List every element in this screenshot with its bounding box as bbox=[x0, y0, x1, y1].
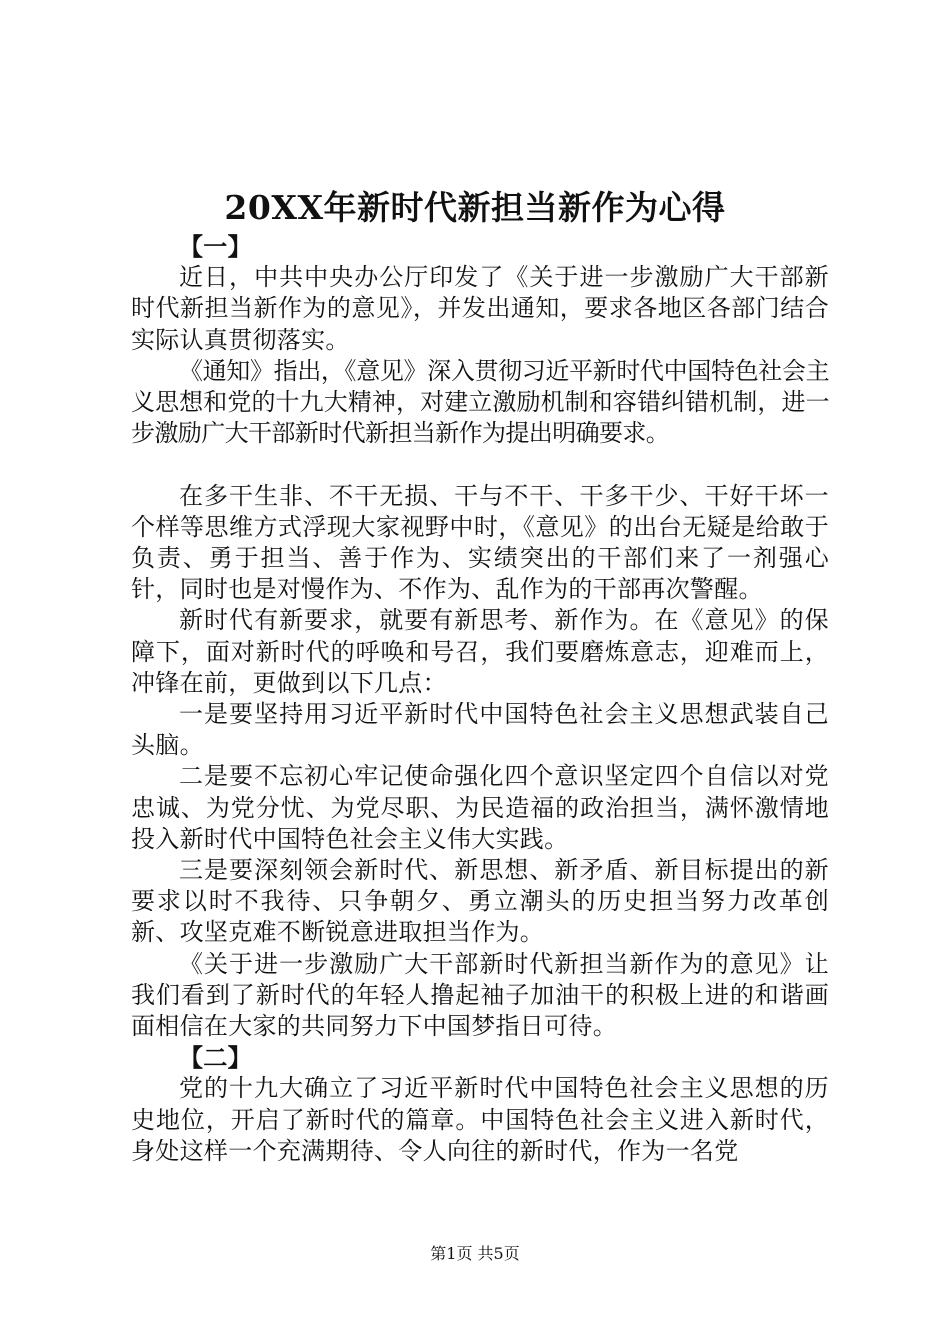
document-title: 20XX年新时代新担当新作为心得 bbox=[224, 188, 726, 227]
paragraph: 《关于进一步激励广大干部新时代新担当新作为的意见》让我们看到了新时代的年轻人撸起袖子加油干的积极上进的和谐画面相信在大家的共同努力下中国梦指日可待。 bbox=[131, 949, 829, 1041]
paragraph: 三是要深刻领会新时代、新思想、新矛盾、新目标提出的新要求以时不我待、只争朝夕、勇立潮头的历史担当努力改革创新、攻坚克难不断锐意进取担当作为。 bbox=[131, 856, 829, 947]
paragraph: 《通知》指出，《意见》深入贯彻习近平新时代中国特色社会主义思想和党的十九大精神，对建立激励机制和容错纠错机制，进一步激励广大干部新时代新担当新作为提出明确要求。 bbox=[131, 356, 829, 448]
paragraph: 近日，中共中央办公厅印发了《关于进一步激励广大干部新时代新担当新作为的意见》，并发出通知，要求各地区各部门结合实际认真贯彻落实。 bbox=[131, 263, 829, 354]
blank-line bbox=[131, 449, 829, 480]
paragraph: 党的十九大确立了习近平新时代中国特色社会主义思想的历史地位，开启了新时代的篇章。中国特色社会主义进入新时代，身处这样一个充满期待、令人向往的新时代，作为一名党 bbox=[131, 1074, 829, 1165]
paragraph: 在多干生非、不干无损、干与不干、干多干少、干好干坏一个样等思维方式浮现大家视野中时，《意见》的出台无疑是给敢于负责、勇于担当、善于作为、实绩突出的干部们来了一剂强心针，同时也是对慢作为、不作为、乱作为的干部再次警醒。 bbox=[131, 481, 829, 604]
paragraph: 一是要坚持用习近平新时代中国特色社会主义思想武装自己头脑。 bbox=[131, 700, 829, 760]
document-body bbox=[131, 231, 829, 1167]
paragraph: 新时代有新要求，就要有新思考、新作为。在《意见》的保障下，面对新时代的呼唤和号召，我们要磨炼意志，迎难而上，冲锋在前，更做到以下几点： bbox=[131, 606, 829, 697]
page-footer: 第1页 共5页 bbox=[430, 1244, 520, 1263]
paragraph: 二是要不忘初心牢记使命强化四个意识坚定四个自信以对党忠诚、为党分忧、为党尽职、为民造福的政治担当，满怀激情地投入新时代中国特色社会主义伟大实践。 bbox=[131, 762, 829, 853]
section-heading: 【一】 bbox=[179, 232, 252, 261]
section-heading: 【二】 bbox=[179, 1043, 252, 1073]
